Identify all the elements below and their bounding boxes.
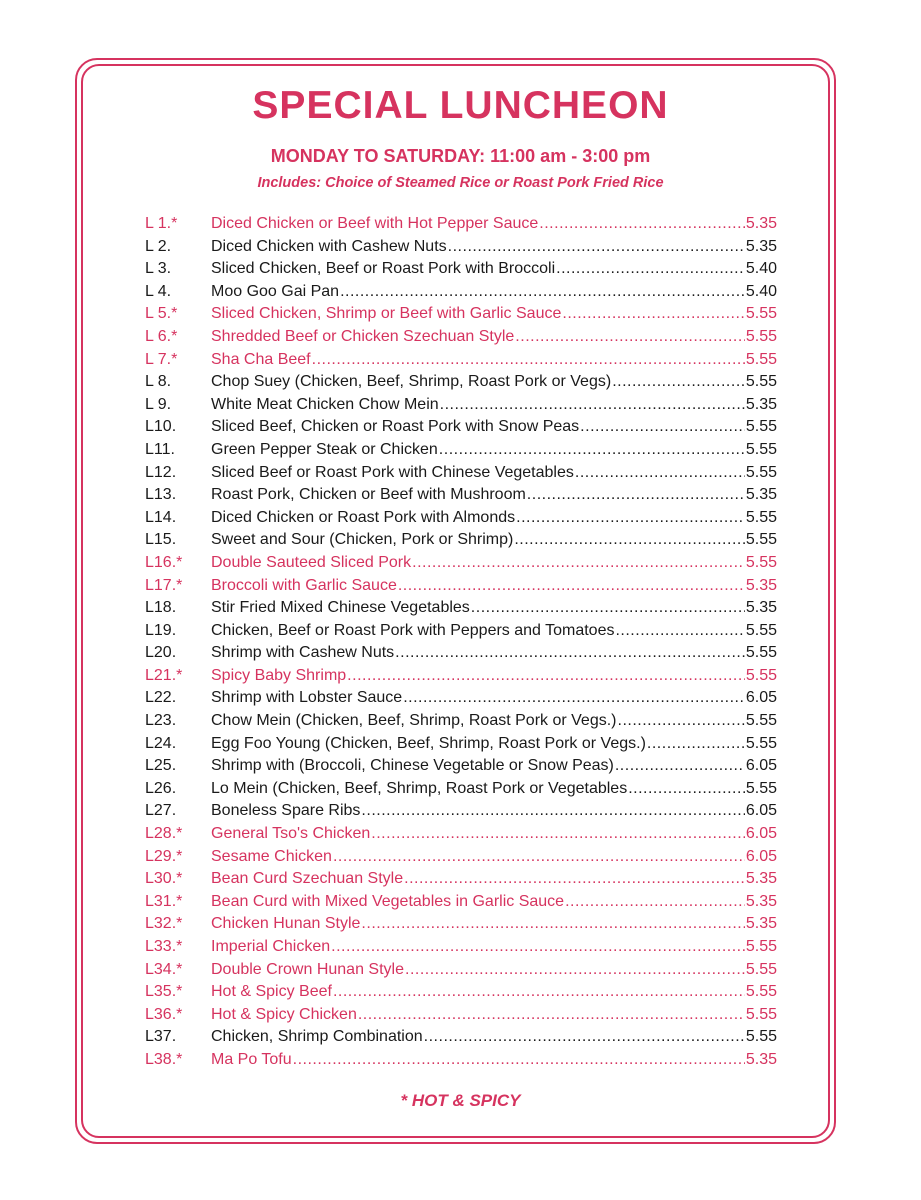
- item-code: L 9.: [145, 395, 172, 413]
- menu-item: [145, 689, 777, 712]
- item-price: 5.40: [745, 282, 777, 300]
- item-name: Bean Curd with Mixed Vegetables in Garlic Sauce: [211, 892, 565, 910]
- item-name: Stir Fried Mixed Chinese Vegetables: [211, 599, 470, 617]
- item-price: 5.55: [745, 621, 777, 639]
- menu-item: [145, 531, 777, 554]
- item-code: L22.: [145, 689, 177, 707]
- item-price: 5.55: [745, 1028, 777, 1046]
- item-name: Shredded Beef or Chicken Szechuan Style: [211, 327, 515, 345]
- menu-includes-note: Includes: Choice of Steamed Rice or Roast Pork Fried Rice: [257, 175, 664, 191]
- dot-leader: [628, 780, 745, 798]
- item-code: L 3.: [145, 260, 172, 278]
- item-price: 5.35: [745, 870, 777, 888]
- dot-leader: [580, 418, 745, 436]
- item-price: 5.55: [745, 644, 777, 662]
- menu-item: [145, 418, 777, 441]
- item-name: Chicken Hunan Style: [211, 915, 361, 933]
- item-price: 5.55: [745, 983, 777, 1001]
- item-code: L37.: [145, 1028, 177, 1046]
- dot-leader: [398, 577, 745, 595]
- item-name: Lo Mein (Chicken, Beef, Shrimp, Roast Pork or Vegetables: [211, 779, 628, 797]
- item-name: Chicken, Shrimp Combination: [211, 1028, 423, 1046]
- item-name: Sliced Beef or Roast Pork with Chinese Vegetables: [211, 463, 574, 481]
- item-code: L26.: [145, 779, 177, 797]
- item-name: Chicken, Beef or Roast Pork with Peppers and Tomatoes: [211, 621, 615, 639]
- item-name: Sesame Chicken: [211, 847, 332, 865]
- item-price: 5.35: [745, 237, 777, 255]
- item-name: Chop Suey (Chicken, Beef, Shrimp, Roast Pork or Vegs): [211, 373, 612, 391]
- dot-leader: [395, 644, 745, 662]
- menu-item: [145, 260, 777, 283]
- menu-item: [145, 441, 777, 464]
- item-code: L38.*: [145, 1050, 183, 1068]
- item-price: 5.55: [745, 666, 777, 684]
- item-code: L 4.: [145, 282, 172, 300]
- item-price: 6.05: [745, 757, 777, 775]
- item-price: 5.55: [745, 712, 777, 730]
- item-name: Bean Curd Szechuan Style: [211, 870, 404, 888]
- item-code: L36.*: [145, 1005, 183, 1023]
- item-price: 5.55: [745, 327, 777, 345]
- menu-item: [145, 215, 777, 238]
- item-code: L27.: [145, 802, 177, 820]
- dot-leader: [448, 238, 745, 256]
- item-price: 5.55: [745, 1005, 777, 1023]
- dot-leader: [565, 893, 745, 911]
- item-price: 5.40: [745, 260, 777, 278]
- menu-item: [145, 780, 777, 803]
- hot-spicy-footnote: * HOT & SPICY: [400, 1091, 521, 1110]
- dot-leader: [471, 599, 745, 617]
- item-name: Imperial Chicken: [211, 938, 331, 955]
- menu-item: [145, 802, 777, 825]
- dot-leader: [439, 441, 745, 459]
- item-code: L11.: [145, 440, 175, 458]
- item-price: 6.05: [745, 825, 777, 843]
- item-price: 5.55: [745, 305, 777, 323]
- dot-leader: [615, 757, 745, 775]
- item-code: L30.*: [145, 870, 183, 888]
- dot-leader: [340, 283, 745, 301]
- menu-item: [145, 351, 777, 374]
- dot-leader: [424, 1028, 745, 1046]
- item-price: 5.35: [745, 1050, 777, 1068]
- item-name: Sliced Chicken, Beef or Roast Pork with Broccoli: [211, 260, 556, 278]
- dot-leader: [412, 554, 745, 572]
- item-name: Shrimp with Lobster Sauce: [211, 689, 403, 707]
- dot-leader: [358, 1006, 745, 1024]
- item-price: 5.55: [745, 350, 777, 368]
- item-price: 5.55: [745, 373, 777, 391]
- menu-item: [145, 486, 777, 509]
- item-name: Double Sauteed Sliced Pork: [211, 553, 412, 571]
- item-name: Sweet and Sour (Chicken, Pork or Shrimp): [211, 531, 514, 549]
- item-name: Hot & Spicy Beef: [211, 983, 332, 1001]
- item-code: L21.*: [145, 666, 183, 684]
- item-price: 6.05: [745, 802, 777, 820]
- menu-item: [145, 735, 777, 758]
- menu-item: [145, 757, 777, 780]
- item-code: L13.: [145, 486, 177, 504]
- item-name: Egg Foo Young (Chicken, Beef, Shrimp, Roast Pork or Vegs.): [211, 734, 646, 752]
- menu-item: [145, 396, 777, 419]
- menu-item: [145, 373, 777, 396]
- item-name: Hot & Spicy Chicken: [211, 1005, 357, 1023]
- dot-leader: [647, 735, 745, 753]
- menu-item: [145, 554, 777, 577]
- dot-leader: [371, 825, 745, 843]
- dot-leader: [331, 938, 745, 956]
- item-price: 5.55: [745, 779, 777, 797]
- item-name: General Tso's Chicken: [211, 825, 371, 843]
- item-code: L29.*: [145, 847, 183, 865]
- item-name: Broccoli with Garlic Sauce: [211, 576, 397, 594]
- item-code: L 8.: [145, 373, 172, 391]
- item-code: L20.: [145, 644, 177, 662]
- menu-item: [145, 825, 777, 848]
- menu-item: [145, 870, 777, 893]
- dot-leader: [347, 667, 745, 685]
- menu-item: [145, 305, 777, 328]
- item-price: 5.35: [745, 599, 777, 617]
- menu-item: [145, 712, 777, 735]
- item-code: L18.: [145, 599, 177, 617]
- item-name: White Meat Chicken Chow Mein: [211, 395, 439, 413]
- dot-leader: [539, 215, 745, 233]
- item-code: L32.*: [145, 915, 183, 933]
- item-price: 5.35: [745, 215, 777, 232]
- menu-item: [145, 938, 777, 961]
- item-code: L 1.*: [145, 215, 178, 232]
- dot-leader: [516, 509, 745, 527]
- item-code: L25.: [145, 757, 177, 775]
- item-name: Roast Pork, Chicken or Beef with Mushroom: [211, 486, 526, 504]
- item-code: L 5.*: [145, 305, 178, 323]
- item-price: 5.35: [745, 576, 777, 594]
- dot-leader: [556, 260, 745, 278]
- item-name: Diced Chicken with Cashew Nuts: [211, 237, 447, 255]
- menu-item: [145, 509, 777, 532]
- item-code: L19.: [145, 621, 177, 639]
- item-price: 5.55: [745, 440, 777, 458]
- item-name: Green Pepper Steak or Chicken: [211, 440, 438, 458]
- dot-leader: [562, 305, 744, 323]
- dot-leader: [404, 870, 745, 888]
- dot-leader: [293, 1051, 745, 1069]
- item-name: Diced Chicken or Beef with Hot Pepper Sauce: [211, 215, 539, 232]
- item-name: Diced Chicken or Roast Pork with Almonds: [211, 508, 516, 526]
- menu-item: [145, 622, 777, 645]
- menu-item: [145, 893, 777, 916]
- dot-leader: [612, 373, 745, 391]
- item-price: 5.55: [745, 418, 777, 436]
- menu-item: [145, 644, 777, 667]
- item-name: Sha Cha Beef: [211, 350, 311, 368]
- dot-leader: [515, 328, 745, 346]
- menu-item: [145, 667, 777, 690]
- item-name: Double Crown Hunan Style: [211, 960, 404, 978]
- menu-item: [145, 577, 777, 600]
- dot-leader: [527, 486, 745, 504]
- menu-item: [145, 1028, 777, 1051]
- item-code: L 2.: [145, 237, 172, 255]
- item-code: L31.*: [145, 892, 183, 910]
- item-price: 5.35: [745, 915, 777, 933]
- item-price: 5.55: [745, 938, 777, 955]
- item-price: 5.55: [745, 531, 777, 549]
- item-code: L15.: [145, 531, 177, 549]
- item-name: Chow Mein (Chicken, Beef, Shrimp, Roast Pork or Vegs.): [211, 712, 617, 730]
- dot-leader: [361, 802, 744, 820]
- menu-item: [145, 464, 777, 487]
- menu-item: [145, 848, 777, 871]
- item-code: L17.*: [145, 576, 183, 594]
- item-code: L 6.*: [145, 327, 178, 345]
- menu-item: [145, 1051, 777, 1074]
- dot-leader: [312, 351, 745, 369]
- item-price: 6.05: [745, 689, 777, 707]
- dot-leader: [440, 396, 745, 414]
- dot-leader: [333, 983, 745, 1001]
- item-name: Spicy Baby Shrimp: [211, 666, 347, 684]
- item-name: Shrimp with Cashew Nuts: [211, 644, 395, 662]
- item-price: 5.55: [745, 508, 777, 526]
- item-name: Ma Po Tofu: [211, 1050, 292, 1068]
- menu-item-list: [145, 215, 777, 1074]
- menu-title: SPECIAL LUNCHEON: [252, 84, 669, 127]
- dot-leader: [403, 689, 745, 707]
- menu-item: [145, 983, 777, 1006]
- item-code: L24.: [145, 734, 177, 752]
- item-price: 5.55: [745, 960, 777, 978]
- item-name: Sliced Chicken, Shrimp or Beef with Garlic Sauce: [211, 305, 562, 323]
- dot-leader: [618, 712, 745, 730]
- menu-item: [145, 1006, 777, 1029]
- item-code: L16.*: [145, 553, 183, 571]
- item-price: 5.55: [745, 463, 777, 481]
- menu-item: [145, 961, 777, 984]
- item-price: 5.35: [745, 892, 777, 910]
- menu-item: [145, 238, 777, 261]
- item-code: L23.: [145, 712, 177, 730]
- dot-leader: [361, 915, 744, 933]
- item-name: Boneless Spare Ribs: [211, 802, 361, 820]
- item-code: L12.: [145, 463, 177, 481]
- dot-leader: [333, 848, 745, 866]
- menu-item: [145, 283, 777, 306]
- menu-hours: MONDAY TO SATURDAY: 11:00 am - 3:00 pm: [270, 146, 651, 166]
- menu-item: [145, 599, 777, 622]
- item-code: L33.*: [145, 938, 183, 955]
- dot-leader: [405, 961, 745, 979]
- item-price: 5.35: [745, 395, 777, 413]
- item-price: 5.55: [745, 553, 777, 571]
- menu-item: [145, 328, 777, 351]
- item-price: 5.35: [745, 486, 777, 504]
- item-name: Shrimp with (Broccoli, Chinese Vegetable or Snow Peas): [211, 757, 614, 775]
- menu-item: [145, 915, 777, 938]
- item-code: L14.: [145, 508, 177, 526]
- dot-leader: [575, 464, 745, 482]
- item-code: L 7.*: [145, 350, 178, 368]
- dot-leader: [615, 622, 744, 640]
- item-code: L10.: [145, 418, 177, 436]
- item-code: L28.*: [145, 825, 183, 843]
- item-code: L34.*: [145, 960, 183, 978]
- dot-leader: [514, 531, 745, 549]
- item-code: L35.*: [145, 983, 183, 1001]
- item-name: Moo Goo Gai Pan: [211, 282, 340, 300]
- item-price: 5.55: [745, 734, 777, 752]
- item-name: Sliced Beef, Chicken or Roast Pork with Snow Peas: [211, 418, 580, 436]
- item-price: 6.05: [745, 847, 777, 865]
